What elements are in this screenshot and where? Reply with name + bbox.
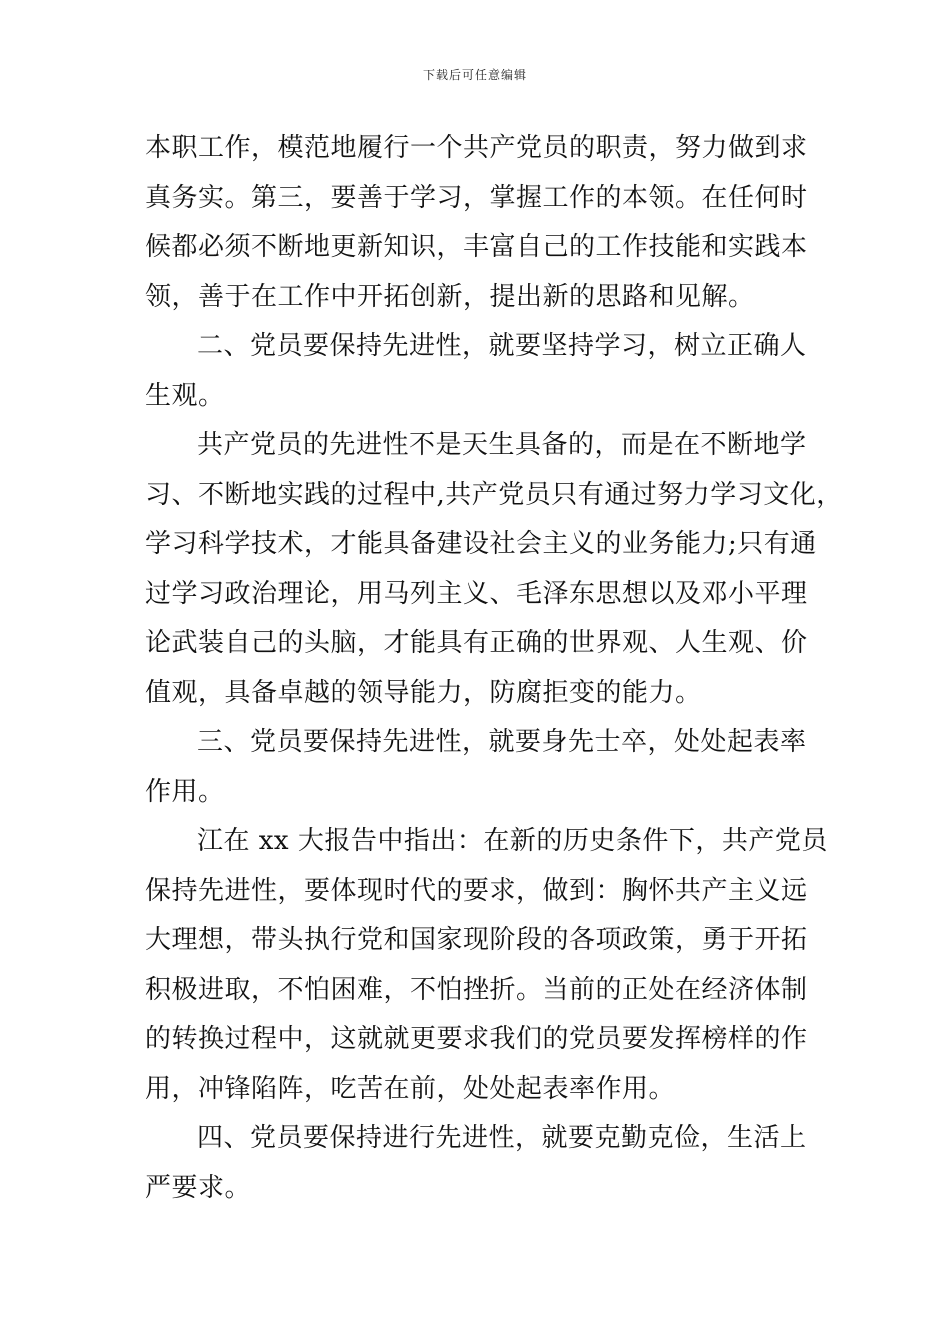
document-body <box>145 124 843 1213</box>
text-line: 的转换过程中，这就就更要求我们的党员要发挥榜样的作 <box>145 1024 808 1054</box>
text-line: 值观，具备卓越的领导能力，防腐拒变的能力。 <box>145 677 702 708</box>
text-line: 共产党员的先进性不是天生具备的，而是在不断地学 <box>197 430 807 460</box>
text-line: 学习科学技术，才能具备建设社会主义的业务能力;只有通 <box>145 529 817 559</box>
text-line: 保持先进性，要体现时代的要求，做到：胸怀共产主义远 <box>145 875 808 906</box>
page-header: 下载后可任意编辑 <box>422 68 527 82</box>
section-heading-line: 三、党员要保持先进性，就要身先士卒，处处起表率 <box>197 727 807 757</box>
text-line: 论武装自己的头脑，才能具有正确的世界观、人生观、价 <box>145 628 808 658</box>
text-line: 大理想，带头执行党和国家现阶段的各项政策，勇于开拓 <box>145 925 808 955</box>
text-line: 真务实。第三，要善于学习，掌握工作的本领。在任何时 <box>145 182 808 213</box>
text-line: 习、不断地实践的过程中,共产党员只有通过努力学习文化， <box>145 479 843 510</box>
text-line: 江在 xx 大报告中指出：在新的历史条件下，共产党员 <box>197 826 828 856</box>
text-line: 候都必须不断地更新知识，丰富自己的工作技能和实践本 <box>145 232 808 262</box>
text-line: 过学习政治理论，用马列主义、毛泽东思想以及邓小平理 <box>145 578 808 609</box>
text-line: 领，善于在工作中开拓创新，提出新的思路和见解。 <box>145 281 755 312</box>
text-line: 本职工作，模范地履行一个共产党员的职责，努力做到求 <box>145 133 808 163</box>
section-heading-line: 作用。 <box>145 776 225 807</box>
section-heading-line: 生观。 <box>145 380 225 411</box>
text-line: 用，冲锋陷阵，吃苦在前，处处起表率作用。 <box>145 1073 676 1104</box>
section-heading-line: 严要求。 <box>145 1172 252 1203</box>
section-heading-line: 二、党员要保持先进性，就要坚持学习，树立正确人 <box>197 331 807 361</box>
text-line: 积极进取，不怕困难，不怕挫折。当前的正处在经济体制 <box>145 974 808 1005</box>
section-heading-line: 四、党员要保持进行先进性，就要克勤克俭，生活上 <box>197 1123 807 1153</box>
